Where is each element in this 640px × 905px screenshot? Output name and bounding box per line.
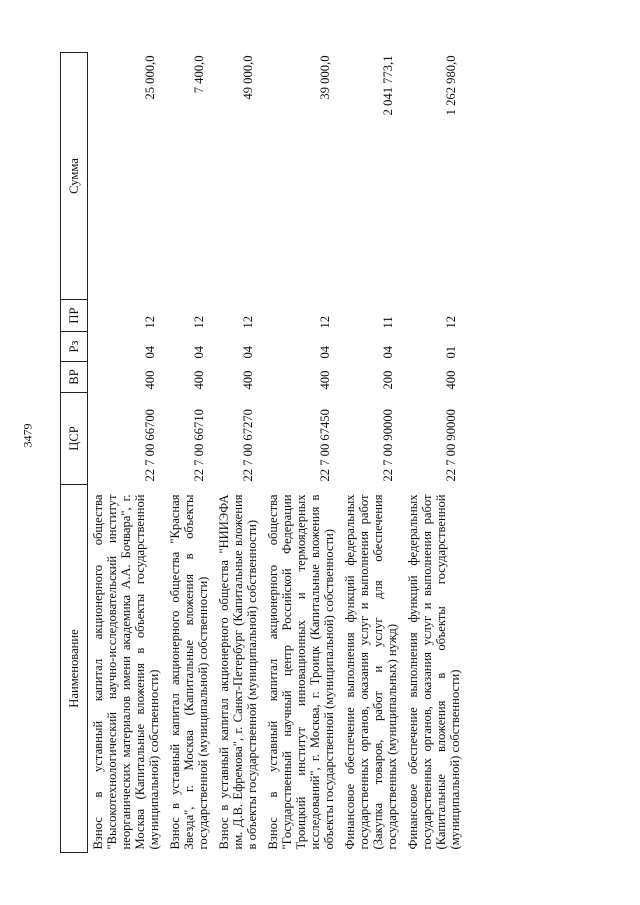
row-rz: 04	[318, 345, 332, 358]
header-name: Наименование	[61, 484, 88, 852]
table-header-row	[61, 52, 88, 852]
row-pr: 12	[444, 315, 458, 328]
row-rz: 01	[444, 345, 458, 358]
row-vr: 400	[318, 370, 332, 389]
row-vr: 400	[241, 370, 255, 389]
row-name: Взнос в уставный капитал акционерного общества "Государственный научный центр Российской Федерации Троицкий институт инновационных и термоядерных исследований", г. Москва, г. Троицк (Капитальные вложения в объекты государственной (муниципальной) собственности)	[266, 494, 336, 849]
row-sum: 2 041 773,1	[381, 55, 395, 115]
row-vr: 200	[381, 370, 395, 389]
table-row	[340, 52, 403, 852]
row-name: Взнос в уставный капитал акционерного общества "НИИЭФА им. Д.В. Ефремова", г. Санкт-Петербург (Капитальные вложения в объекты государственной (муниципальной) собственности)	[217, 494, 259, 849]
row-name: Взнос в уставный капитал акционерного общества "Высокотехнологический научно-исследовательский институт неорганических материалов имени академика А.А. Бочвара", г. Москва (Капитальные вложения в объекты государственной (муниципальной) собственности)	[91, 494, 161, 849]
row-vr: 400	[143, 370, 157, 389]
row-vr: 400	[444, 370, 458, 389]
row-rz: 04	[241, 345, 255, 358]
row-sum: 1 262 980,0	[444, 55, 458, 115]
row-csr: 22 7 00 90000	[444, 408, 458, 481]
row-pr: 12	[318, 315, 332, 328]
row-sum: 7 400,0	[192, 55, 206, 93]
header-rz: Рз	[61, 331, 88, 361]
row-rz: 04	[381, 345, 395, 358]
header-pr: ПР	[61, 299, 88, 331]
table-row	[214, 52, 263, 852]
row-sum: 39 000,0	[318, 55, 332, 100]
row-csr: 22 7 00 67270	[241, 408, 255, 481]
row-name: Финансовое обеспечение выполнения функций федеральных государственных органов, оказания услуг и выполнения работ (Закупка товаров, работ и услуг для обеспечения государственных (муниципальных) нужд)	[343, 494, 399, 849]
page-number: 3479	[20, 423, 35, 448]
row-pr: 12	[241, 315, 255, 328]
header-sum: Сумма	[61, 52, 88, 299]
table-row	[88, 52, 166, 852]
row-rz: 04	[192, 345, 206, 358]
row-csr: 22 7 00 90000	[381, 408, 395, 481]
row-name: Взнос в уставный капитал акционерного общества "Красная Звезда", г. Москва (Капитальные вложения в объекты государственной (муниципальной) собственности)	[168, 494, 210, 849]
row-sum: 49 000,0	[241, 55, 255, 100]
table-row	[263, 52, 340, 852]
row-name: Финансовое обеспечение выполнения функций федеральных государственных органов, оказания услуг и выполнения работ (Капитальные вложения в объекты государственной (муниципальной) собственности)	[406, 494, 462, 849]
row-pr: 11	[381, 315, 395, 328]
row-csr: 22 7 00 66700	[143, 408, 157, 481]
header-csr: ЦСР	[61, 392, 88, 484]
row-pr: 12	[143, 315, 157, 328]
budget-table	[60, 52, 466, 853]
row-csr: 22 7 00 67450	[318, 408, 332, 481]
table-row	[165, 52, 214, 852]
row-sum: 25 000,0	[143, 55, 157, 100]
row-rz: 04	[143, 345, 157, 358]
row-csr: 22 7 00 66710	[192, 408, 206, 481]
table-row	[403, 52, 466, 852]
header-vr: ВР	[61, 361, 88, 392]
budget-table-sheet	[60, 53, 580, 853]
row-vr: 400	[192, 370, 206, 389]
row-pr: 12	[192, 315, 206, 328]
